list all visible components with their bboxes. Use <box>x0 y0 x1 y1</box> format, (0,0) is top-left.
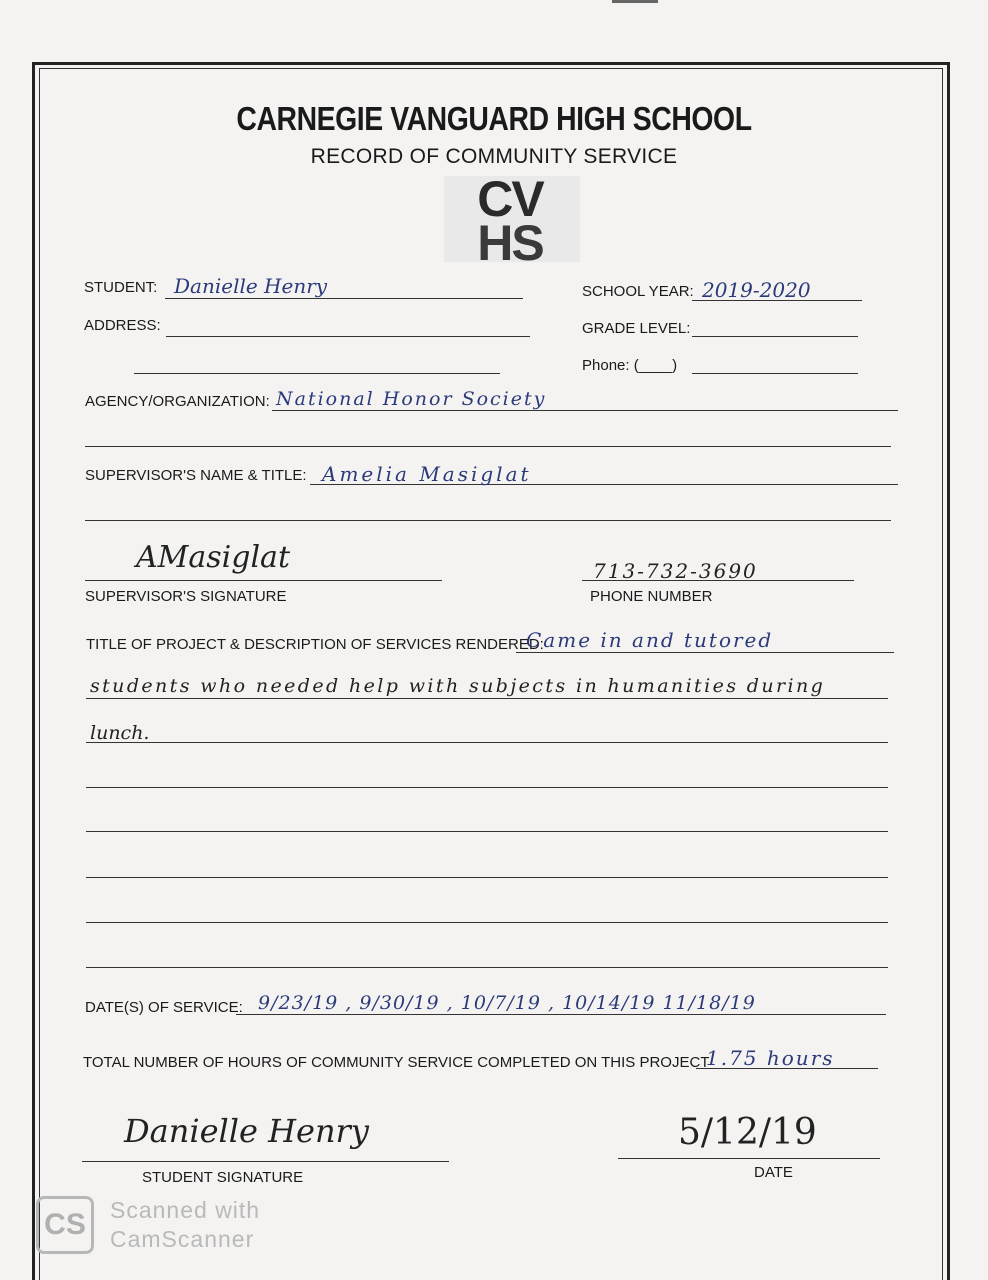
supervisor-line-2[interactable] <box>85 520 891 521</box>
phone-number-label: PHONE NUMBER <box>590 588 713 605</box>
agency-line-2[interactable] <box>85 446 891 447</box>
grade-level-line[interactable] <box>692 336 858 337</box>
project-line-4[interactable] <box>86 787 888 788</box>
grade-level-label: GRADE LEVEL: <box>582 320 691 337</box>
supervisor-name-value[interactable]: Amelia Masiglat <box>322 462 532 486</box>
project-line-7[interactable] <box>86 922 888 923</box>
logo-hs-text: HS <box>477 215 543 266</box>
project-label: TITLE OF PROJECT & DESCRIPTION OF SERVICES RENDERED: <box>86 636 544 653</box>
supervisor-signature-value[interactable]: AMasiglat <box>136 540 290 575</box>
project-line-2-value[interactable]: students who needed help with subjects in humanities during <box>90 675 826 697</box>
hours-value[interactable]: 1.75 hours <box>706 1046 835 1070</box>
phone-label: Phone: (____) <box>582 357 678 374</box>
date-label: DATE <box>754 1164 793 1181</box>
school-year-value[interactable]: 2019-2020 <box>702 278 811 302</box>
date-value[interactable]: 5/12/19 <box>678 1112 817 1153</box>
form-title: RECORD OF COMMUNITY SERVICE <box>310 145 678 168</box>
school-year-label: SCHOOL YEAR: <box>582 283 694 300</box>
dates-value[interactable]: 9/23/19 , 9/30/19 , 10/7/19 , 10/14/19 11/18/19 <box>258 992 756 1014</box>
project-line-8[interactable] <box>86 967 888 968</box>
project-line-5[interactable] <box>86 831 888 832</box>
supervisor-name-label: SUPERVISOR'S NAME & TITLE: <box>85 467 307 484</box>
address-line-2[interactable] <box>134 373 500 374</box>
logo-cv-text: CV <box>477 172 543 227</box>
project-line-1-value[interactable]: Came in and tutored <box>526 628 774 652</box>
watermark-line-2: CamScanner <box>110 1226 255 1252</box>
student-label: STUDENT: <box>84 279 158 296</box>
cvhs-logo <box>440 172 582 266</box>
hours-label: TOTAL NUMBER OF HOURS OF COMMUNITY SERVICE COMPLETED ON THIS PROJECT <box>83 1054 710 1071</box>
school-name: CARNEGIE VANGUARD HIGH SCHOOL <box>236 100 752 137</box>
project-line-3-value[interactable]: lunch. <box>90 722 150 744</box>
supervisor-signature-label: SUPERVISOR'S SIGNATURE <box>85 588 287 605</box>
address-line-1[interactable] <box>166 336 530 337</box>
watermark-line-1: Scanned with <box>110 1197 261 1223</box>
scan-edge-mark <box>612 0 658 3</box>
agency-label: AGENCY/ORGANIZATION: <box>85 393 270 410</box>
agency-value[interactable]: National Honor Society <box>276 388 547 410</box>
student-signature-value[interactable]: Danielle Henry <box>124 1112 369 1150</box>
phone-number-value[interactable]: 713-732-3690 <box>593 559 758 583</box>
student-name-value[interactable]: Danielle Henry <box>174 274 328 298</box>
address-label: ADDRESS: <box>84 317 161 334</box>
camscanner-watermark <box>110 1196 260 1254</box>
camscanner-logo-icon: CS <box>36 1196 94 1254</box>
phone-line[interactable] <box>692 373 858 374</box>
student-signature-label: STUDENT SIGNATURE <box>142 1169 304 1186</box>
project-line-6[interactable] <box>86 877 888 878</box>
dates-label: DATE(S) OF SERVICE: <box>85 999 243 1016</box>
